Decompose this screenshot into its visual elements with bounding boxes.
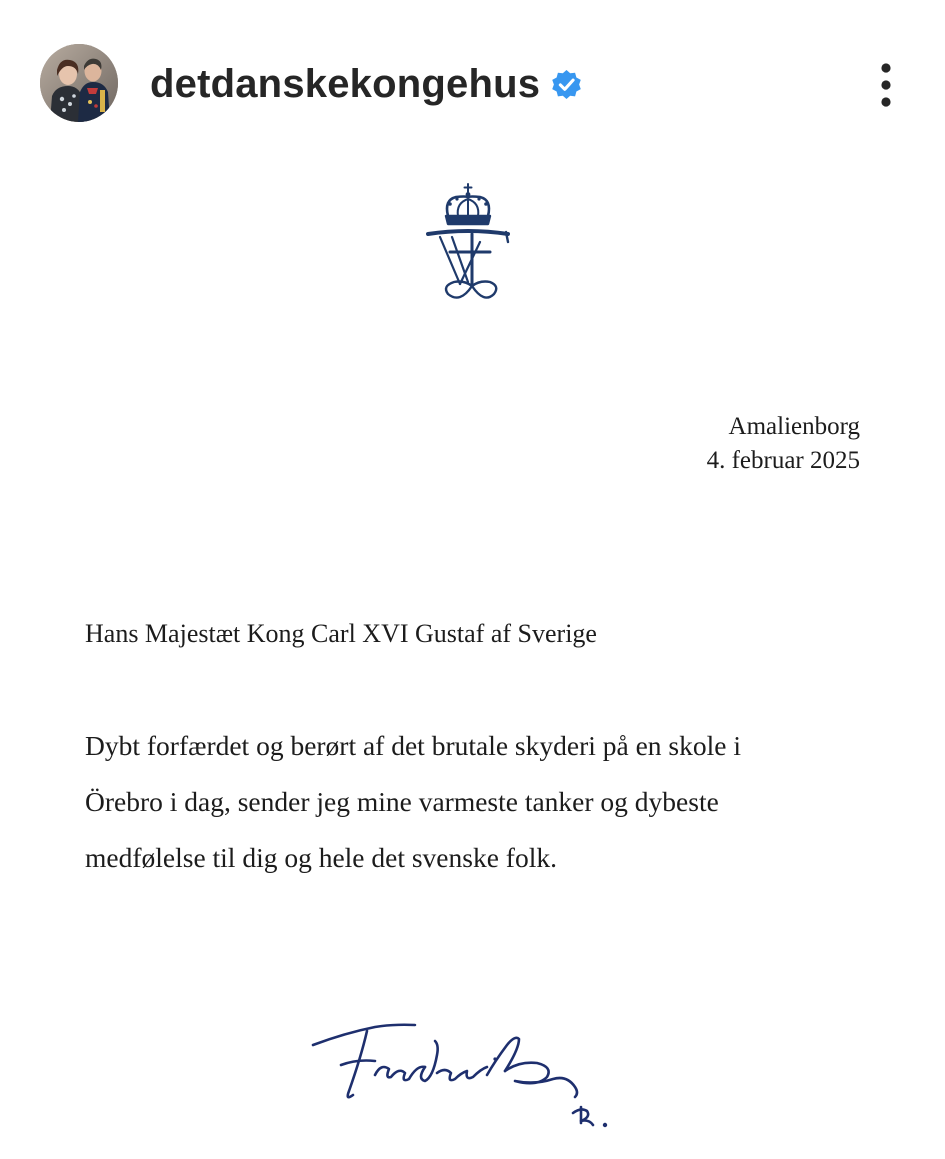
letter-body-line: Örebro i dag, sender jeg mine varmeste tanker og dybeste: [85, 786, 719, 817]
letter-image[interactable]: [0, 170, 945, 1159]
username[interactable]: detdanskekongehus: [150, 62, 541, 106]
letter-recipient: Hans Majestæt Kong Carl XVI Gustaf af Sverige: [85, 619, 597, 648]
royal-crown-monogram-icon: [420, 182, 516, 308]
letter-body-line: Dybt forfærdet og berørt af det brutale skyderi på en skole i: [85, 730, 741, 761]
more-options-button[interactable]: [868, 60, 904, 110]
post-header: [0, 0, 945, 170]
more-vertical-icon: [868, 60, 904, 110]
letter-body: [85, 718, 865, 886]
avatar[interactable]: [40, 44, 118, 122]
avatar-photo-icon: [40, 44, 118, 122]
letter-place: Amalienborg: [728, 413, 860, 440]
verified-badge-icon: [549, 67, 584, 102]
handwritten-signature: [305, 1015, 645, 1135]
letter-date: 4. februar 2025: [706, 447, 860, 474]
letter-body-line: medfølelse til dig og hele det svenske folk.: [85, 842, 557, 873]
